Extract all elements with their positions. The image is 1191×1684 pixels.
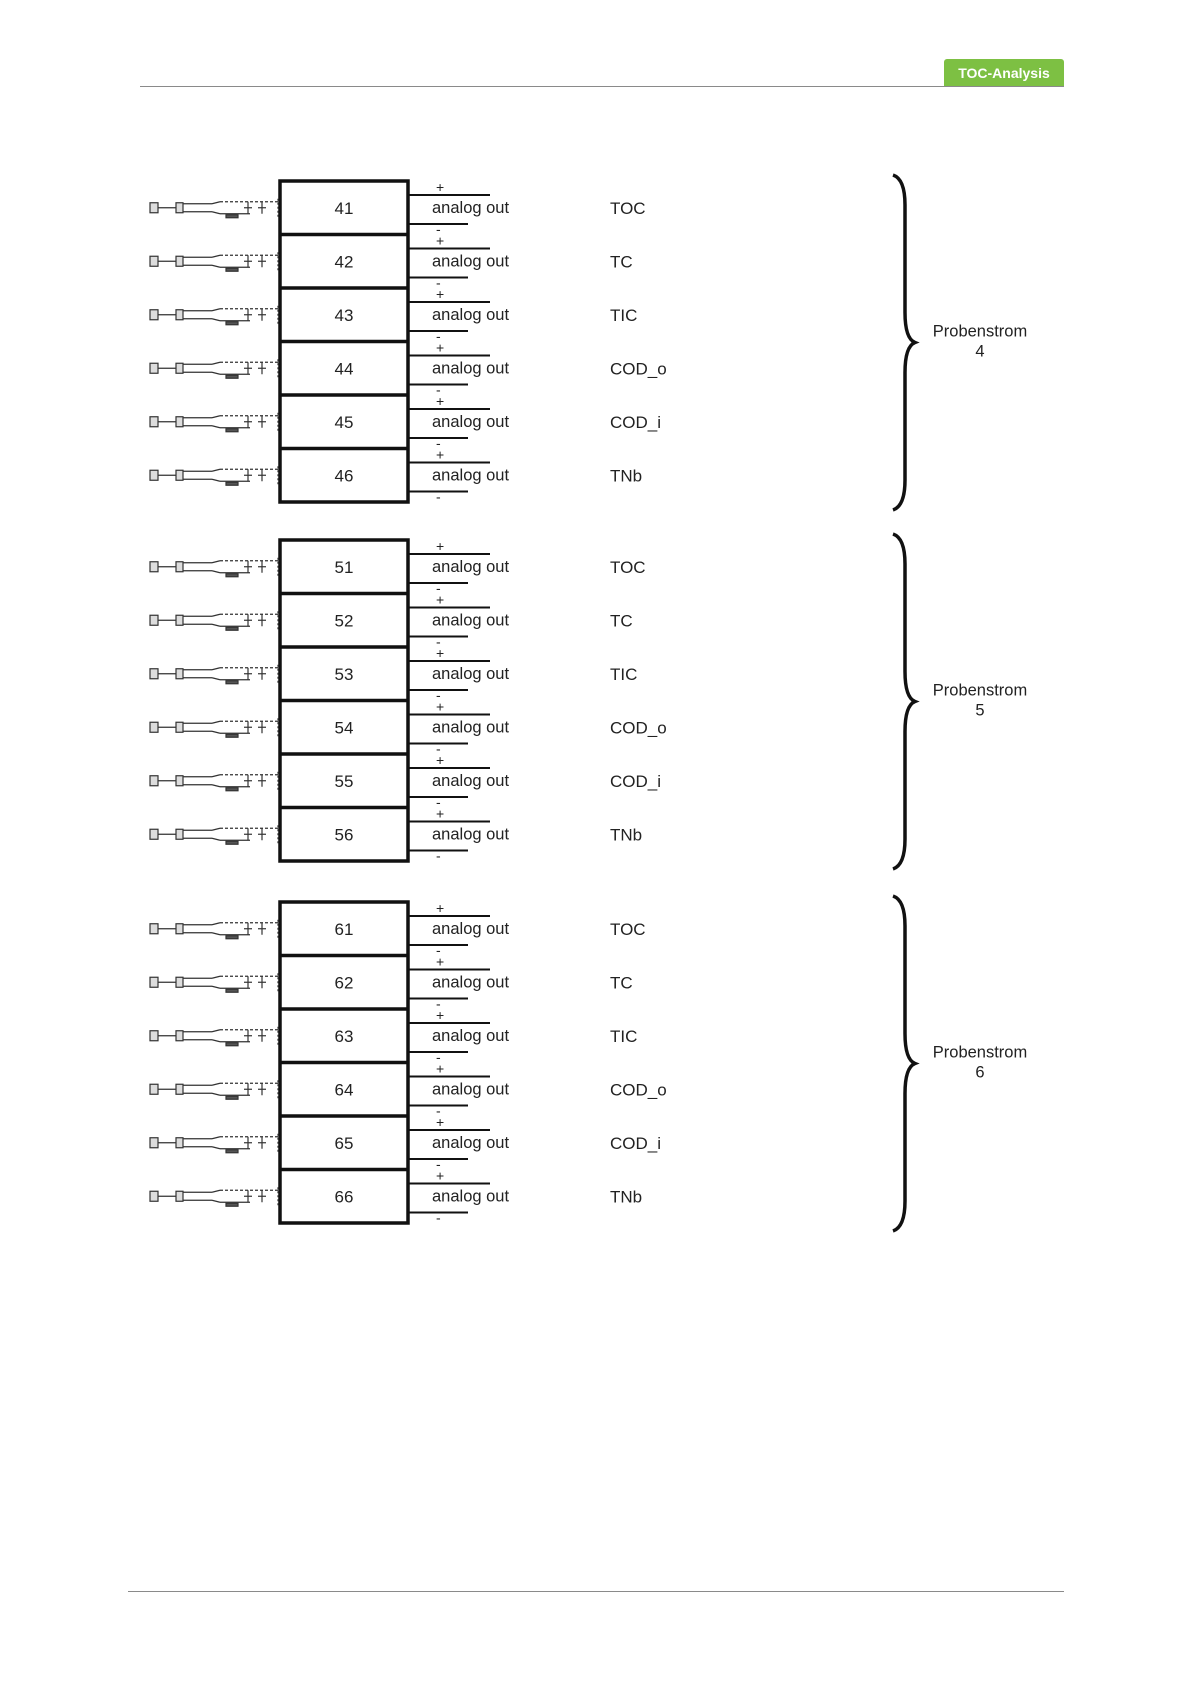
output-label: analog out	[432, 466, 510, 485]
stream-label: Probenstrom	[932, 681, 1028, 700]
stream-label: Probenstrom	[932, 322, 1028, 341]
signal-name: COD_i	[610, 413, 662, 432]
minus-sign: -	[436, 847, 441, 864]
terminal-number: 54	[334, 718, 354, 738]
plus-sign: +	[436, 1007, 445, 1023]
terminal-number: 51	[334, 557, 354, 577]
minus-sign: -	[436, 740, 441, 757]
signal-name: COD_o	[610, 1080, 667, 1100]
signal-name: TNb	[610, 825, 643, 845]
output-label: analog out	[432, 1134, 510, 1152]
output-label: analog out	[432, 611, 510, 630]
signal-name: TNb	[610, 466, 643, 486]
connector-icon	[150, 1027, 278, 1046]
signal-name: TNb	[610, 1187, 643, 1207]
minus-sign: -	[436, 580, 441, 596]
signal-name: TC	[610, 973, 633, 993]
terminal-number: 41	[334, 198, 354, 218]
signal-name: COD_o	[610, 359, 667, 379]
output-label: analog out	[432, 558, 510, 576]
connector-icon	[150, 825, 278, 844]
output-label: analog out	[432, 1080, 510, 1099]
plus-sign: +	[436, 900, 445, 916]
stream-brace	[893, 896, 915, 1231]
minus-sign: -	[436, 381, 441, 398]
plus-sign: +	[436, 645, 445, 661]
plus-sign: +	[436, 393, 445, 409]
minus-sign: -	[436, 1156, 441, 1172]
minus-sign: -	[436, 1209, 441, 1226]
signal-name: TIC	[610, 665, 638, 684]
terminal-number: 42	[334, 252, 354, 272]
terminal-number: 44	[334, 359, 354, 379]
plus-sign: +	[436, 698, 445, 715]
signal-name: TIC	[610, 306, 638, 325]
plus-sign: +	[436, 538, 445, 554]
output-label: analog out	[432, 665, 510, 683]
output-label: analog out	[432, 920, 510, 938]
plus-sign: +	[436, 1167, 445, 1184]
minus-sign: -	[436, 435, 441, 451]
stream-number: 6	[975, 1063, 985, 1082]
connector-icon	[150, 772, 278, 791]
connector-icon	[150, 252, 278, 271]
signal-name: TIC	[610, 1027, 638, 1046]
plus-sign: +	[436, 179, 445, 195]
signal-name: TC	[610, 252, 633, 272]
minus-sign: -	[436, 942, 441, 958]
output-label: analog out	[432, 199, 510, 217]
minus-sign: -	[436, 995, 441, 1012]
output-label: analog out	[432, 252, 510, 271]
output-label: analog out	[432, 718, 510, 737]
plus-sign: +	[436, 232, 445, 249]
output-label: analog out	[432, 359, 510, 378]
connector-icon	[150, 466, 278, 485]
terminal-number: 43	[334, 305, 354, 325]
terminal-number: 65	[334, 1133, 354, 1153]
output-label: analog out	[432, 825, 510, 844]
plus-sign: +	[436, 446, 445, 463]
stream-label: Probenstrom	[932, 1043, 1028, 1062]
connector-icon	[150, 306, 278, 325]
minus-sign: -	[436, 328, 441, 344]
plus-sign: +	[436, 339, 445, 356]
connector-icon	[150, 558, 278, 577]
terminal-number: 45	[334, 412, 354, 432]
connector-icon	[150, 973, 278, 992]
terminal-number: 64	[334, 1080, 354, 1100]
terminal-number: 46	[334, 466, 354, 486]
connector-icon	[150, 665, 278, 684]
signal-name: TOC	[610, 199, 646, 218]
plus-sign: +	[436, 953, 445, 970]
connector-icon	[150, 1187, 278, 1206]
output-label: analog out	[432, 1027, 510, 1045]
terminal-number: 63	[334, 1026, 354, 1046]
connector-icon	[150, 1134, 278, 1153]
minus-sign: -	[436, 1049, 441, 1065]
plus-sign: +	[436, 1114, 445, 1130]
minus-sign: -	[436, 488, 441, 505]
minus-sign: -	[436, 633, 441, 650]
plus-sign: +	[436, 805, 445, 822]
connector-icon	[150, 920, 278, 939]
signal-name: COD_o	[610, 718, 667, 738]
terminal-number: 61	[334, 919, 354, 939]
connector-icon	[150, 611, 278, 630]
terminal-number: 53	[334, 664, 354, 684]
minus-sign: -	[436, 1102, 441, 1119]
signal-name: TC	[610, 611, 633, 631]
connector-icon	[150, 1080, 278, 1099]
section-badge: TOC-Analysis	[944, 59, 1064, 86]
stream-number: 5	[975, 701, 985, 720]
stream-brace	[893, 534, 915, 869]
signal-name: TOC	[610, 558, 646, 577]
output-label: analog out	[432, 973, 510, 992]
output-label: analog out	[432, 772, 510, 790]
terminal-number: 62	[334, 973, 354, 993]
footer-rule	[128, 1591, 1064, 1592]
minus-sign: -	[436, 794, 441, 810]
terminal-number: 56	[334, 825, 354, 845]
plus-sign: +	[436, 286, 445, 302]
minus-sign: -	[436, 687, 441, 703]
stream-brace	[893, 175, 915, 510]
plus-sign: +	[436, 591, 445, 608]
connector-icon	[150, 199, 278, 218]
plus-sign: +	[436, 1060, 445, 1077]
signal-name: COD_i	[610, 772, 662, 791]
terminal-number: 55	[334, 771, 354, 791]
connector-icon	[150, 718, 278, 737]
output-label: analog out	[432, 1187, 510, 1206]
connector-icon	[150, 413, 278, 432]
output-label: analog out	[432, 413, 510, 431]
minus-sign: -	[436, 221, 441, 237]
terminal-number: 52	[334, 611, 354, 631]
output-label: analog out	[432, 306, 510, 324]
stream-number: 4	[975, 342, 985, 361]
signal-name: COD_i	[610, 1134, 662, 1153]
minus-sign: -	[436, 274, 441, 291]
signal-name: TOC	[610, 920, 646, 939]
connector-icon	[150, 359, 278, 378]
plus-sign: +	[436, 752, 445, 768]
terminal-number: 66	[334, 1187, 354, 1207]
